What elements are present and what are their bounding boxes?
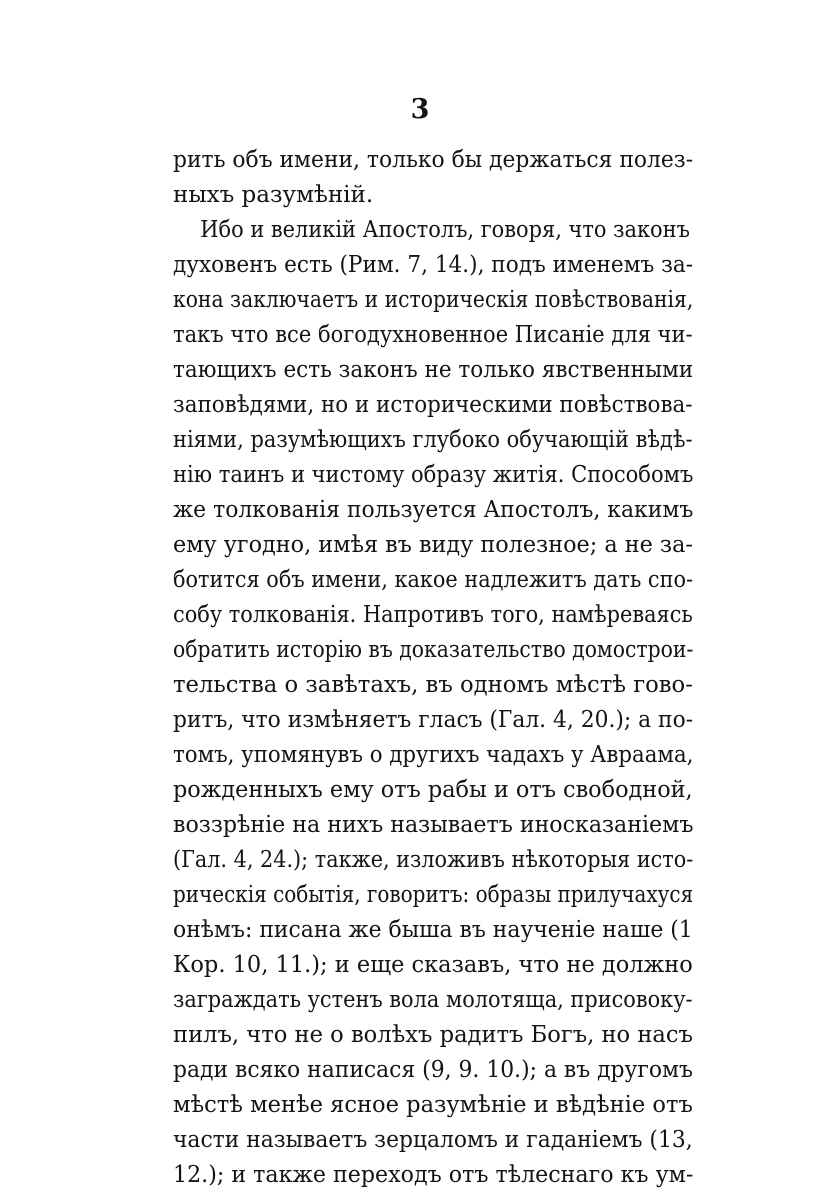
text-line: тающихъ есть законъ не только явственными [173, 357, 694, 383]
text-line: ботится объ имени, какое надлежитъ дать спо- [173, 567, 693, 593]
text-line: кона заключаетъ и историческія повѣствованія, [173, 287, 694, 313]
text-line: Кор. 10, 11.); и еще сказавъ, что не должно [173, 952, 693, 978]
body-text [173, 143, 693, 1193]
text-line: воззрѣніе на нихъ называетъ иносказаніемъ [173, 812, 694, 838]
text-line: (Гал. 4, 24.); также, изложивъ нѣкоторыя исто- [173, 847, 694, 873]
text-line: ему угодно, имѣя въ виду полезное; а не за- [173, 532, 693, 558]
text-line: рическія событія, говоритъ: образы прилучахуся [173, 882, 694, 908]
text-line: Ибо и великій Апостолъ, говоря, что законъ [200, 217, 690, 243]
text-line: заповѣдями, но и историческими повѣствова- [173, 392, 693, 418]
text-line: духовенъ есть (Рим. 7, 14.), подъ именемъ за- [173, 252, 694, 278]
text-line: такъ что все богодухновенное Писаніе для чи- [173, 322, 693, 348]
text-line: ради всяко написася (9, 9. 10.); а въ другомъ [173, 1057, 693, 1083]
text-line: части называетъ зерцаломъ и гаданіемъ (13, [173, 1127, 693, 1153]
text-line: онѣмъ: писана же быша въ наученіе наше (1 [173, 917, 693, 943]
text-line: нію таинъ и чистому образу житія. Способомъ [173, 462, 694, 488]
text-line: 12.); и также переходъ отъ тѣлеснаго къ ум- [173, 1162, 694, 1188]
text-line: тельства о завѣтахъ, въ одномъ мѣстѣ гово- [173, 672, 693, 698]
text-line: рить объ имени, только бы держаться полез- [173, 147, 694, 173]
text-line: пилъ, что не о волѣхъ радитъ Богъ, но насъ [173, 1022, 693, 1048]
text-line: заграждать устенъ вола молотяща, присовоку- [173, 987, 693, 1013]
text-line: ныхъ разумѣній. [173, 182, 374, 208]
text-line: томъ, упомянувъ о другихъ чадахъ у Авраама, [173, 742, 694, 768]
text-line: обратить исторію въ доказательство домострои- [173, 637, 694, 663]
text-line: же толкованія пользуется Апостолъ, какимъ [173, 497, 694, 523]
page-number: 3 [410, 94, 430, 125]
text-line: рожденныхъ ему отъ рабы и отъ свободной, [173, 777, 693, 803]
text-line: ритъ, что измѣняетъ гласъ (Гал. 4, 20.); а по- [173, 707, 694, 733]
text-line: собу толкованія. Напротивъ того, намѣреваясь [173, 602, 693, 628]
text-line: мѣстѣ менѣе ясное разумѣніе и вѣдѣніе отъ [173, 1092, 693, 1118]
text-line: ніями, разумѣющихъ глубоко обучающій вѣдѣ- [173, 427, 693, 453]
